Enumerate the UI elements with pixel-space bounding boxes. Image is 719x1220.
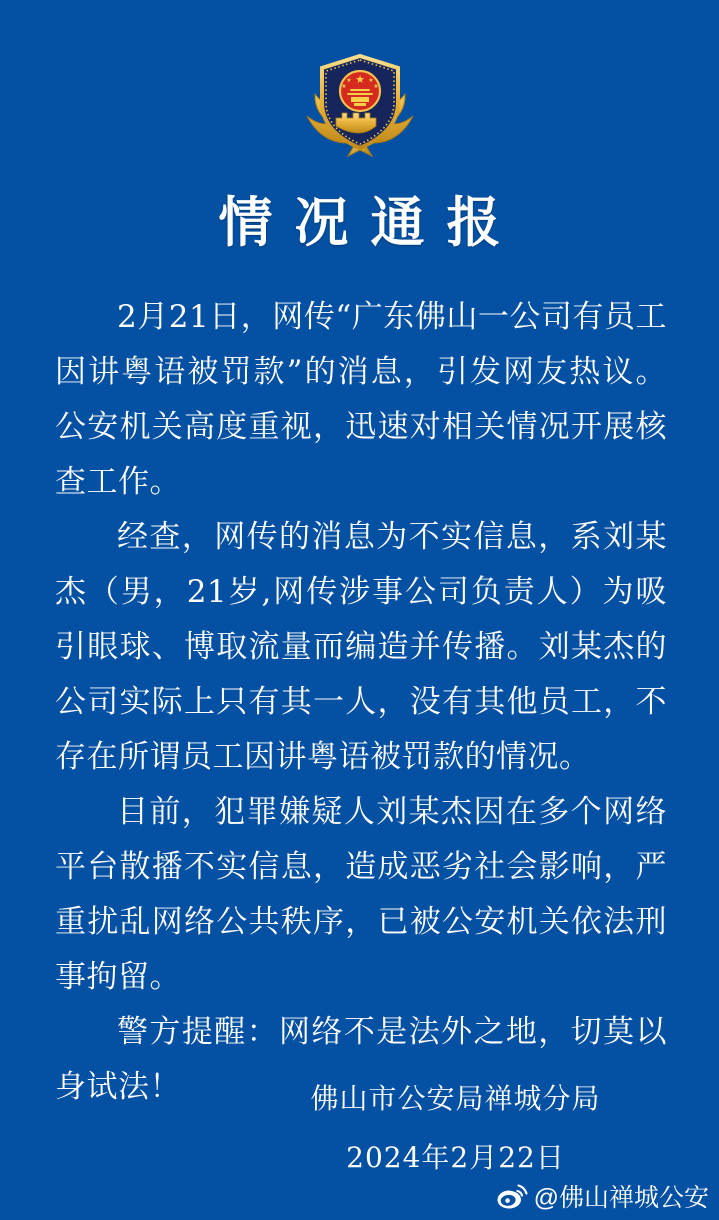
svg-text:★: ★	[354, 73, 365, 86]
paragraph-4: 警方提醒：网络不是法外之地，切莫以身试法！	[55, 1014, 667, 1105]
watermark-text: @佛山禅城公安	[533, 1184, 709, 1212]
weibo-icon	[497, 1183, 528, 1210]
notice-body	[55, 290, 667, 1115]
paragraph-3: 目前，犯罪嫌疑人刘某杰因在多个网络平台散播不实信息，造成恶劣社会影响，严重扰乱网络公共秩序，已被公安机关依法刑事拘留。	[55, 794, 667, 995]
svg-text:★: ★	[367, 77, 374, 84]
signature: 佛山市公安局禅城分局	[310, 1082, 601, 1115]
svg-text:★: ★	[340, 83, 347, 90]
svg-text:★: ★	[345, 77, 352, 84]
page-title: 情况通报	[218, 190, 523, 254]
police-badge-icon	[300, 50, 420, 164]
watermark	[497, 1178, 709, 1214]
paragraph-2: 经查，网传的消息为不实信息，系刘某杰（男，21岁,网传涉事公司负责人）为吸引眼球、博取流量而编造并传播。刘某杰的公司实际上只有其一人，没有其他员工，不存在所谓员工因讲粤语被罚款的情况。	[55, 519, 667, 775]
notice-date: 2024年2月22日	[346, 1141, 565, 1174]
police-badge-svg	[300, 50, 420, 164]
paragraph-1: 2月21日，网传“广东佛山一公司有员工因讲粤语被罚款”的消息，引发网友热议。公安机关高度重视，迅速对相关情况开展核查工作。	[55, 299, 667, 500]
svg-text:★: ★	[372, 83, 379, 90]
